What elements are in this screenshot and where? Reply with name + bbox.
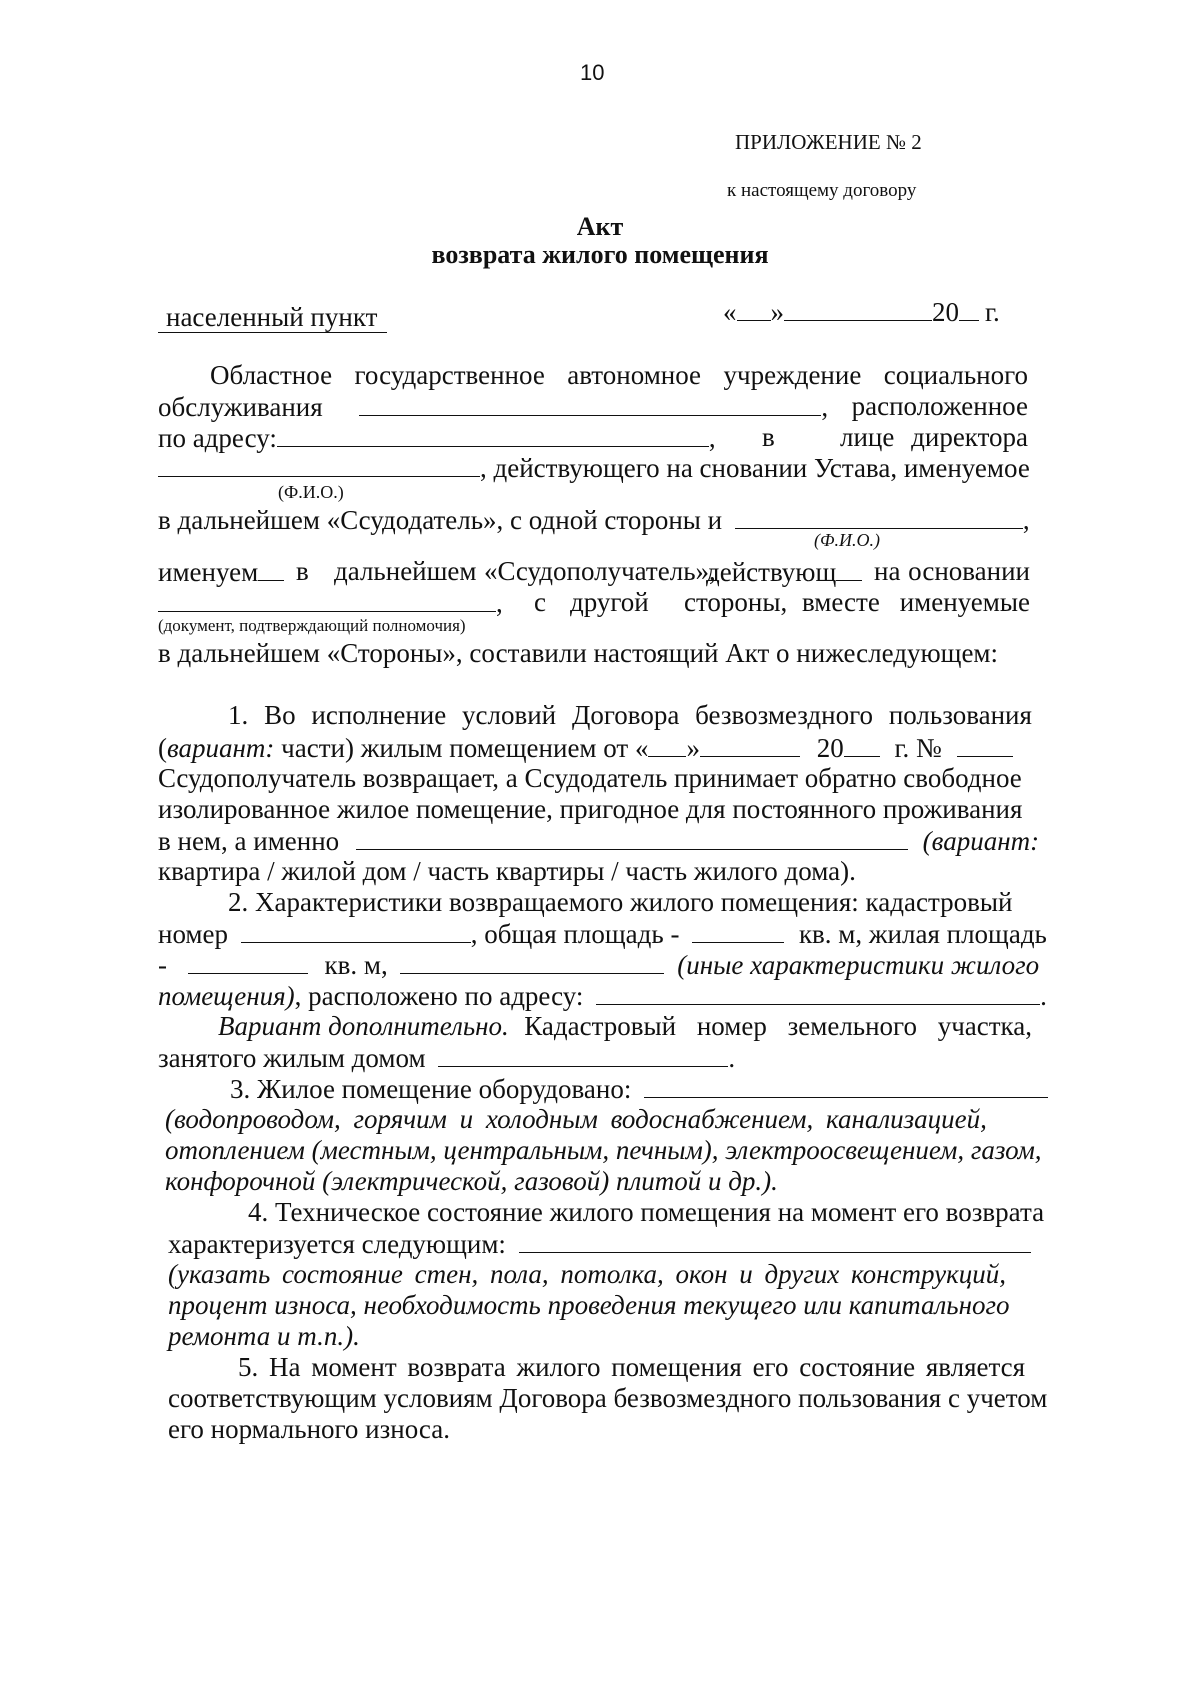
item2-line-4: помещения), расположено по адресу: . — [158, 981, 1047, 1011]
date-year-blank — [959, 296, 979, 321]
place-label: населенный пункт — [158, 302, 387, 333]
borrower-name-blank — [735, 504, 1023, 529]
fio-note-1: (Ф.И.О.) — [278, 482, 344, 502]
preamble-line-2: обслуживания , расположенное — [158, 391, 1028, 422]
technical-state-blank — [519, 1228, 1031, 1253]
item4-line-2: характеризуется следующим: — [168, 1228, 1031, 1259]
total-area-blank — [692, 918, 784, 943]
item3-line-2: (водопроводом, горячим и холодным водоснабжением, канализацией, — [165, 1104, 987, 1134]
item2-line-1: 2. Характеристики возвращаемого жилого помещения: кадастровый — [228, 887, 1013, 917]
item2-line-5: Вариант дополнительно. Кадастровый номер земельного участка, — [218, 1011, 1032, 1041]
contract-year-blank — [844, 732, 880, 757]
equipment-blank — [644, 1073, 1048, 1098]
preamble-line-3: по адресу: , в лице директора — [158, 422, 1028, 453]
contract-month-blank — [700, 732, 800, 757]
appendix-subtitle: к настоящему договору — [727, 180, 917, 201]
item2-line-2: номер , общая площадь - кв. м, жилая площадь — [158, 919, 1047, 949]
place-line — [158, 302, 387, 333]
item1-line-5: в нем, а именно (вариант: — [158, 826, 1040, 856]
item1-line-3: Ссудополучатель возвращает, а Ссудодатель принимает обратно свободное — [158, 763, 1022, 793]
appendix-title: ПРИЛОЖЕНИЕ № 2 — [735, 130, 922, 154]
preamble-line-7: , с другой стороны, вместе именуемые — [158, 587, 1030, 618]
premises-address-blank — [596, 980, 1040, 1005]
item1-line-2: (вариант: части) жилым помещением от « » 20 г. № — [158, 732, 1013, 763]
other-characteristics-blank — [400, 949, 664, 974]
item4-line-4: процент износа, необходимость проведения текущего или капитального — [168, 1290, 1010, 1320]
item2-line-6: занятого жилым домом . — [158, 1043, 736, 1073]
contract-day-blank — [648, 732, 686, 757]
contract-number-blank — [957, 732, 1013, 757]
item3-line-3: отоплением (местным, центральным, печным), электроосвещением, газом, — [165, 1135, 1042, 1165]
date-line: « » 20 г. — [723, 297, 1000, 327]
item3-line-1: 3. Жилое помещение оборудовано: — [230, 1073, 1048, 1104]
item4-line-5: ремонта и т.п.). — [168, 1321, 360, 1351]
act-title: Акт — [576, 212, 624, 241]
preamble-line-4: , действующего на сновании Устава, именуемое — [158, 452, 1030, 483]
item4-line-3: (указать состояние стен, пола, потолка, окон и других конструкций, — [168, 1259, 1007, 1289]
item5-line-1: 5. На момент возврата жилого помещения его состояние является — [238, 1352, 1026, 1382]
item5-line-2: соответствующим условиям Договора безвозмездного пользования с учетом — [168, 1383, 1048, 1413]
item5-line-3: его нормального износа. — [168, 1414, 450, 1444]
date-month-blank — [784, 296, 932, 321]
cadastral-number-blank — [241, 918, 471, 943]
item1-line-1: 1. Во исполнение условий Договора безвозмездного пользования — [228, 700, 1032, 730]
item3-line-4: конфорочной (электрической, газовой) плитой и др.). — [165, 1166, 778, 1196]
living-area-blank — [188, 949, 308, 974]
preamble-line-8: в дальнейшем «Стороны», составили настоящий Акт о нижеследующем: — [158, 638, 999, 668]
authority-doc-blank — [158, 587, 496, 612]
address-blank — [277, 422, 709, 447]
item1-line-4: изолированное жилое помещение, пригодное для постоянного проживания — [158, 794, 1023, 824]
item1-line-6: квартира / жилой дом / часть квартиры / часть жилого дома). — [158, 856, 856, 886]
preamble-line-5: в дальнейшем «Ссудодатель», с одной стороны и , — [158, 505, 1030, 535]
act-subtitle: возврата жилого помещения — [431, 240, 769, 269]
page-number: 10 — [580, 60, 605, 85]
document-page: 10 ПРИЛОЖЕНИЕ № 2 к настоящему договору Акт возврата жилого помещения населенный пункт « » 20 г. Областное государственное автономное учреждение социального обслуживания , расположенное по адресу: , в лице директора , действующего на сновании Устава, именуемое (Ф.И.О.) в дальнейшем «Ссудодатель», с одной стороны и , (Ф.И.О.) именуем в дальнейшем «Ссудополучатель», действующ на основании , с другой стороны, вместе именуемые (документ, подтверждающий полномочия) в дальнейшем «Стороны», составили настоящий Акт о нижеследующем: 1. Во исполнение условий Договора безвозмездного пользования (вариант: части) жилым помещением от « » 20 г. № Ссудополучатель возвращает, а Ссудодатель принимает обратно свободное изолированное жилое помещение, пригодное для постоянного проживания в нем, а именно (вариант: квартира / жилой дом / часть квартиры / часть жилого дома). 2. Характеристики возвращаемого жилого помещения: кадастровый номер , общая площадь - кв. м, жилая площадь - кв. м, (иные характеристики жилого помещения), расположено по адресу: . Вариант дополнительно. Кадастровый номер земельного участка, занятого жилым домом . 3. Жилое помещение оборудовано: (водопроводом, горячим и холодным водоснабжением, канализацией, отоплением (местным, центральным, печным), электроосвещением, газом, конфорочной (электрической, газовой) плитой и др.). 4. Техническое состояние жилого помещения на момент его возврата характеризуется следующим: (указать состояние стен, пола, потолка, окон и других конструкций, процент износа, необходимость проведения текущего или капитального ремонта и т.п.). 5. На момент возврата жилого помещения его состояние является соответствующим условиям Договора безвозмездного пользования с учетом его нормального износа. — [0, 0, 1200, 1696]
doc-note: (документ, подтверждающий полномочия) — [158, 616, 466, 635]
item2-line-3: - кв. м, (иные характеристики жилого — [158, 950, 1040, 980]
fio-note-2: (Ф.И.О.) — [814, 530, 880, 550]
institution-name-blank — [359, 391, 821, 416]
item4-line-1: 4. Техническое состояние жилого помещения на момент его возврата — [248, 1197, 1045, 1227]
land-cadastral-blank — [438, 1042, 728, 1067]
date-day-blank — [737, 296, 771, 321]
preamble-line-1: Областное государственное автономное учреждение социального — [210, 360, 1028, 390]
premises-type-blank — [356, 825, 908, 850]
director-name-blank — [158, 452, 480, 477]
